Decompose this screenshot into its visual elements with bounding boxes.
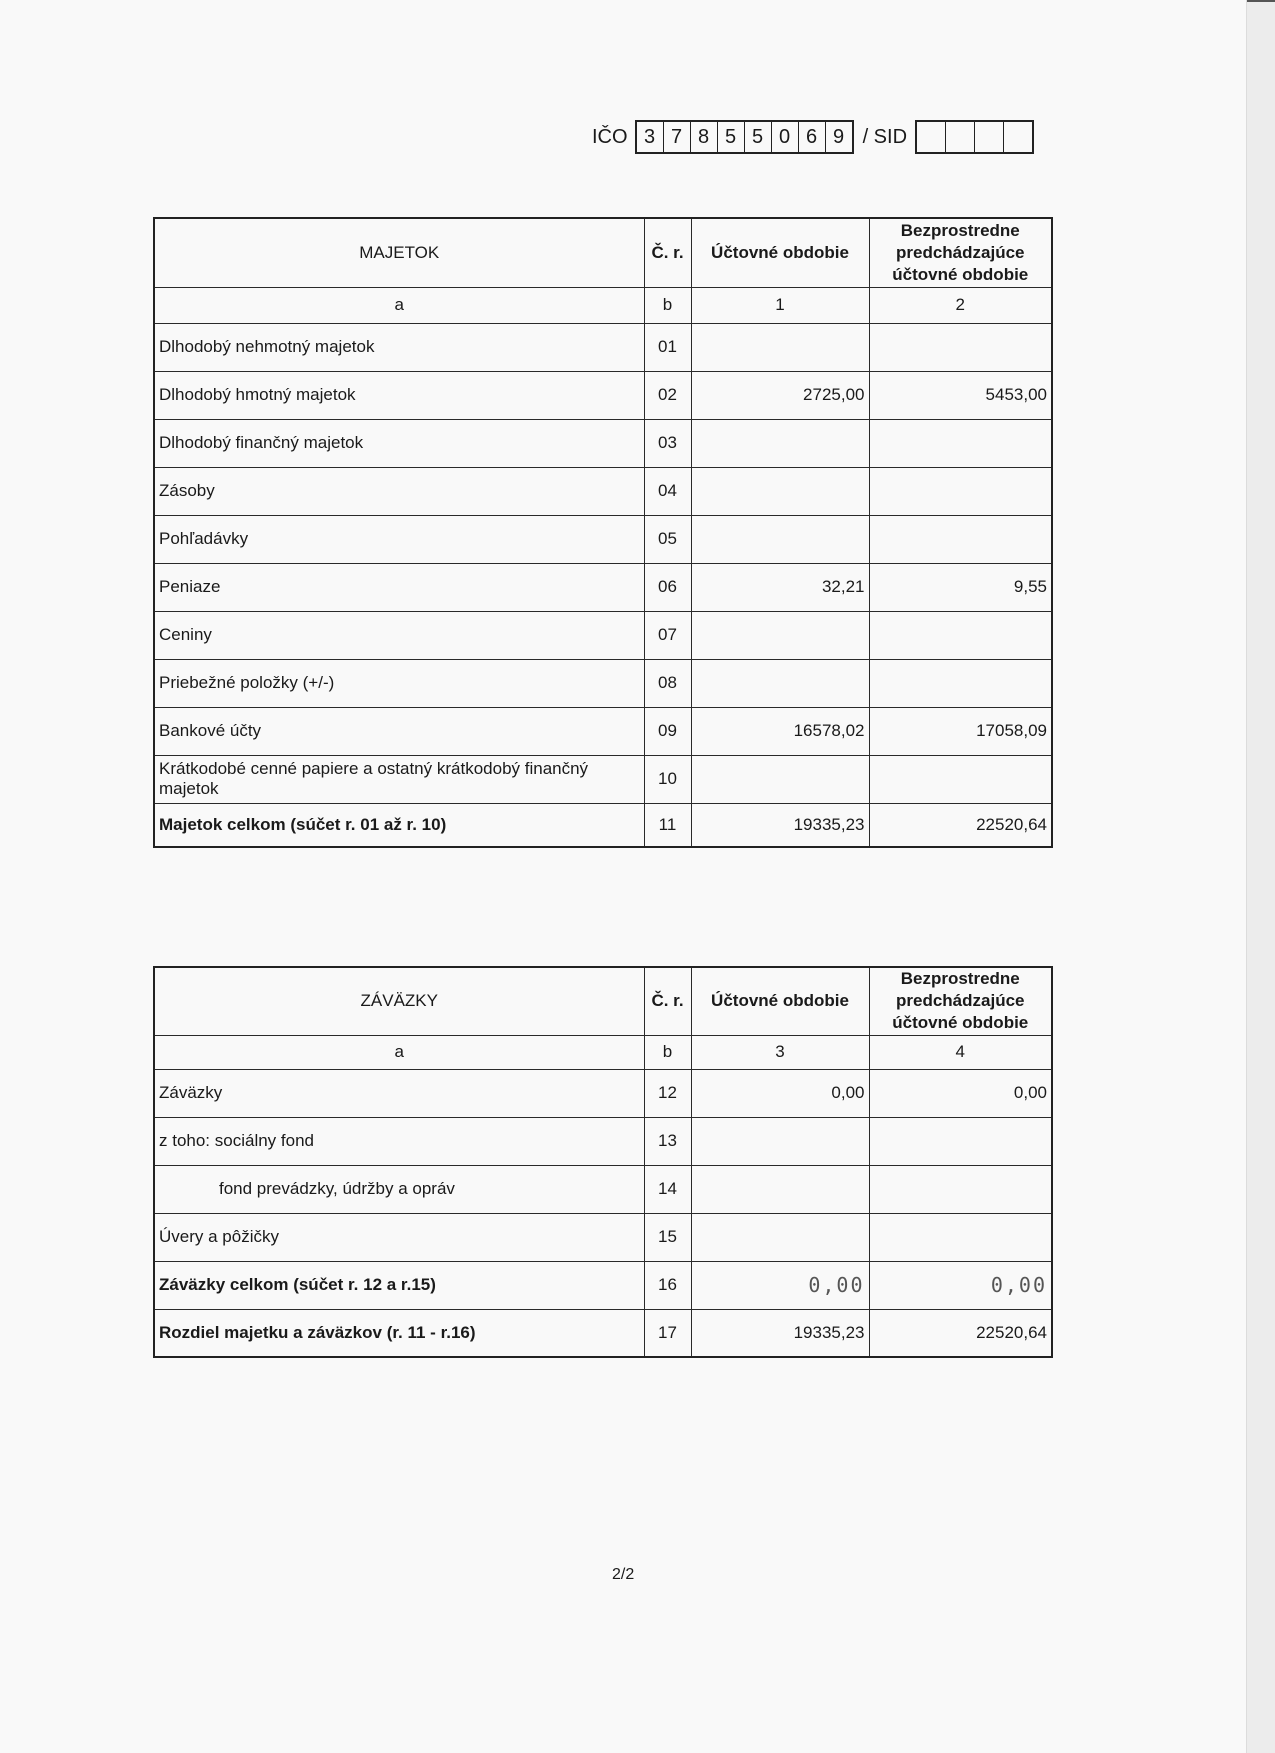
row-label: Pohľadávky [154,515,644,563]
sid-box [1004,122,1032,152]
previous-value [869,515,1052,563]
current-period-header: Účtovné obdobie [691,967,869,1035]
column-letters-row [154,1035,1052,1069]
row-number: 01 [644,323,691,371]
ico-digit: 5 [745,122,772,152]
row-number: 13 [644,1117,691,1165]
current-value [691,1117,869,1165]
col-letter-a: a [154,1035,644,1069]
assets-title: MAJETOK [154,218,644,287]
current-value [691,1165,869,1213]
current-value [691,755,869,803]
col-letter-b: b [644,287,691,323]
table-row [154,323,1052,371]
row-label: Záväzky [154,1069,644,1117]
row-label: Úvery a pôžičky [154,1213,644,1261]
previous-value: 0,00 [869,1069,1052,1117]
previous-period-header: Bezprostredne predchádzajúce účtovné obdobie [869,967,1052,1035]
row-no-header: Č. r. [644,967,691,1035]
previous-value [869,419,1052,467]
previous-value: 0,00 [869,1261,1052,1309]
current-value [691,1213,869,1261]
total-label: Záväzky celkom (súčet r. 12 a r.15) [154,1261,644,1309]
col-letter-1: 1 [691,287,869,323]
col-letter-2: 2 [869,287,1052,323]
row-number: 04 [644,467,691,515]
liabilities-title: ZÁVÄZKY [154,967,644,1035]
col-letter-4: 4 [869,1035,1052,1069]
table-row [154,371,1052,419]
previous-value [869,467,1052,515]
previous-value [869,323,1052,371]
previous-value: 22520,64 [869,803,1052,847]
previous-value: 17058,09 [869,707,1052,755]
previous-value [869,1117,1052,1165]
previous-value: 9,55 [869,563,1052,611]
row-number: 05 [644,515,691,563]
row-label: Zásoby [154,467,644,515]
page-edge-strip [1246,0,1275,1753]
row-number: 10 [644,755,691,803]
sid-boxes [915,120,1034,154]
row-label: Dlhodobý nehmotný majetok [154,323,644,371]
ico-digit: 0 [772,122,799,152]
current-value [691,419,869,467]
row-label: fond prevádzky, údržby a opráv [154,1165,644,1213]
table-row [154,563,1052,611]
row-number: 09 [644,707,691,755]
assets-header-row [154,218,1052,287]
previous-value [869,1165,1052,1213]
table-row [154,1213,1052,1261]
col-letter-a: a [154,287,644,323]
ico-digit-boxes [635,120,854,154]
total-row [154,803,1052,847]
sid-box [946,122,975,152]
current-value [691,323,869,371]
row-label: Dlhodobý finančný majetok [154,419,644,467]
difference-row [154,1309,1052,1357]
current-value: 0,00 [691,1069,869,1117]
ico-digit: 3 [637,122,664,152]
row-number: 17 [644,1309,691,1357]
page-number: 2/2 [612,1566,635,1583]
current-value [691,659,869,707]
current-value: 19335,23 [691,1309,869,1357]
ico-digit: 7 [664,122,691,152]
current-value [691,467,869,515]
ico-label: IČO [592,125,628,148]
row-number: 11 [644,803,691,847]
row-number: 02 [644,371,691,419]
table-row [154,467,1052,515]
table-row [154,611,1052,659]
difference-label: Rozdiel majetku a záväzkov (r. 11 - r.16) [154,1309,644,1357]
row-label: Bankové účty [154,707,644,755]
ico-digit: 5 [718,122,745,152]
row-label: Dlhodobý hmotný majetok [154,371,644,419]
row-number: 12 [644,1069,691,1117]
table-row [154,419,1052,467]
table-row [154,1069,1052,1117]
row-number: 16 [644,1261,691,1309]
current-value: 0,00 [691,1261,869,1309]
previous-value [869,755,1052,803]
table-row [154,1117,1052,1165]
row-label: z toho: sociálny fond [154,1117,644,1165]
row-number: 15 [644,1213,691,1261]
current-value [691,515,869,563]
previous-value: 5453,00 [869,371,1052,419]
total-row [154,1261,1052,1309]
sid-box [917,122,946,152]
col-letter-3: 3 [691,1035,869,1069]
row-label: Priebežné položky (+/-) [154,659,644,707]
column-letters-row [154,287,1052,323]
total-label: Majetok celkom (súčet r. 01 až r. 10) [154,803,644,847]
liabilities-header-row [154,967,1052,1035]
row-number: 14 [644,1165,691,1213]
table-row [154,659,1052,707]
table-row [154,515,1052,563]
sid-label: / SID [862,125,908,148]
sid-box [975,122,1004,152]
row-number: 07 [644,611,691,659]
current-value: 2725,00 [691,371,869,419]
row-label: Peniaze [154,563,644,611]
previous-value [869,1213,1052,1261]
table-row [154,1165,1052,1213]
ico-digit: 8 [691,122,718,152]
row-number: 03 [644,419,691,467]
ico-digit: 6 [799,122,826,152]
current-value: 16578,02 [691,707,869,755]
row-no-header: Č. r. [644,218,691,287]
previous-value [869,659,1052,707]
col-letter-b: b [644,1035,691,1069]
row-label: Krátkodobé cenné papiere a ostatný krátkodobý finančný majetok [154,755,644,803]
liabilities-table [153,966,1053,1358]
row-number: 08 [644,659,691,707]
previous-value [869,611,1052,659]
ico-header [592,119,1034,155]
table-row [154,707,1052,755]
row-number: 06 [644,563,691,611]
current-value: 19335,23 [691,803,869,847]
current-value [691,611,869,659]
current-value: 32,21 [691,563,869,611]
current-period-header: Účtovné obdobie [691,218,869,287]
table-row [154,755,1052,803]
corner-mark [1247,0,1275,2]
previous-period-header: Bezprostredne predchádzajúce účtovné obdobie [869,218,1052,287]
ico-digit: 9 [833,125,845,148]
row-label: Ceniny [154,611,644,659]
previous-value: 22520,64 [869,1309,1052,1357]
assets-table [153,217,1053,848]
